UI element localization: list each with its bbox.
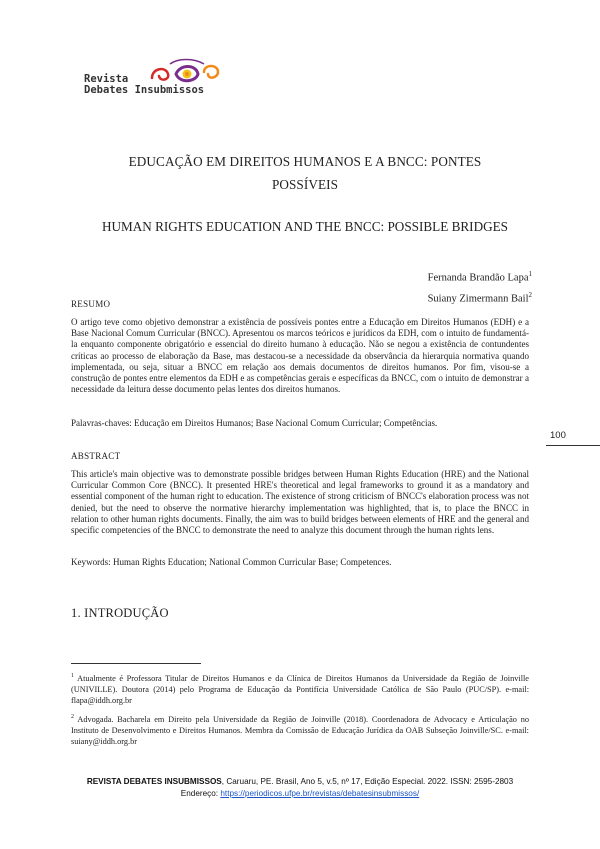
logo-swirl-icon — [146, 58, 226, 88]
footnote-number: 2 — [71, 714, 74, 720]
author-name: Suiany Zimermann Bail — [427, 293, 529, 304]
journal-logo — [84, 58, 244, 102]
resumo-keywords: Palavras-chaves: Educação em Direitos Humanos; Base Nacional Comum Curricular; Competências. — [71, 418, 438, 428]
page-footer — [0, 776, 600, 799]
footer-address-label: Endereço: — [180, 788, 221, 798]
footnote-rule — [71, 663, 201, 664]
footer-line1 — [0, 776, 600, 788]
footnote-2 — [71, 712, 529, 747]
author-1 — [428, 266, 532, 287]
author-list — [428, 266, 532, 307]
footnote-1 — [71, 671, 529, 706]
footnote-ref: 1 — [528, 270, 532, 278]
title-pt-line2: POSSÍVEIS — [271, 177, 339, 192]
logo-line2: Debates Insubmissos — [84, 84, 205, 96]
footnote-text: Advogada. Bacharela em Direito pela Universidade da Região de Joinville (2018). Coordenadora de Advocacy e Articulação no Instituto de Desenvolvimento e Direitos Humanos. Membra da Comissão de Educação Jurídica da OAB Subseção Joinville/SC. e-mail: suiany@iddh.org.br — [71, 714, 529, 747]
logo-line1: Revista — [84, 73, 129, 85]
abstract-label: ABSTRACT — [71, 451, 121, 461]
footnote-ref: 2 — [528, 290, 532, 299]
abstract-keywords: Keywords: Human Rights Education; National Common Curricular Base; Competences. — [71, 557, 392, 567]
author-name: Fernanda Brandão Lapa — [427, 272, 529, 284]
page-number: 100 — [550, 430, 566, 441]
page-number-rule — [546, 445, 600, 446]
title-portuguese — [60, 150, 550, 196]
resumo-label: RESUMO — [71, 299, 111, 309]
footnote-number: 1 — [71, 673, 74, 679]
footer-journal: REVISTA DEBATES INSUBMISSOS — [86, 777, 222, 786]
footer-address-link[interactable]: https://periodicos.ufpe.br/revistas/debatesinsubmissos/ — [220, 788, 420, 798]
footnote-text: Atualmente é Professora Titular de Direitos Humanos e da Clínica de Direitos Humanos da Universidade da Região de Joinville (UNIVILLE). Doutora (2014) pelo Programa de Educação da Pontifícia Universidade Católica de São Paulo (PUC/SP). e-mail: flapa@iddh.org.br — [71, 673, 529, 706]
abstract-text: This article's main objective was to demonstrate possible bridges between Human Rights Education (HRE) and the National Curricular Common Core (BNCC). It presented HRE's theoretical and legal frameworks to ground it as a mandatory and essential component of the human right to education. The existence of strong criticism of BNCC's elaboration process was not denied, but the need to observe the normative hierarchy implementation was highlighted, that is, to place the BNCC in relation to other human rights documents. Finally, the aim was to build bridges between elements of HRE and the general and specific competencies of the BNCC to demonstrate the need to analyze this document through the human rights lens. — [71, 469, 529, 536]
title-english: HUMAN RIGHTS EDUCATION AND THE BNCC: POSSIBLE BRIDGES — [101, 219, 509, 234]
footer-details: , Caruaru, PE. Brasil, Ano 5, v.5, nº 17, Edição Especial. 2022. ISSN: 2595-2803 — [221, 777, 514, 786]
section-heading: 1. INTRODUÇÃO — [71, 606, 169, 620]
author-2 — [428, 287, 532, 308]
footer-line2 — [0, 788, 600, 800]
resumo-text: O artigo teve como objetivo demonstrar a existência de possíveis pontes entre a Educação em Direitos Humanos (EDH) e a Base Nacional Comum Curricular (BNCC). Apresentou os marcos teóricos e jurídicos da EDH, com o intuito de fundamentá-la enquanto componente obrigatório e essencial do direito humano à educação. Não se negou a existência de contundentes críticas ao processo de elaboração da Base, mas destacou-se a necessidade da observância da hierarquia normativa quando implementada, ou seja, situar a BNCC em relação aos demais documentos de direitos humanos. Por fim, visou-se a construção de pontes entre elementos da EDH e as competências gerais e específicas da BNCC, com o intuito de demonstrar a necessidade da leitura desse documento pelas lentes dos direitos humanos. — [71, 317, 529, 395]
title-pt-line1: EDUCAÇÃO EM DIREITOS HUMANOS E A BNCC: PONTES — [128, 154, 482, 169]
